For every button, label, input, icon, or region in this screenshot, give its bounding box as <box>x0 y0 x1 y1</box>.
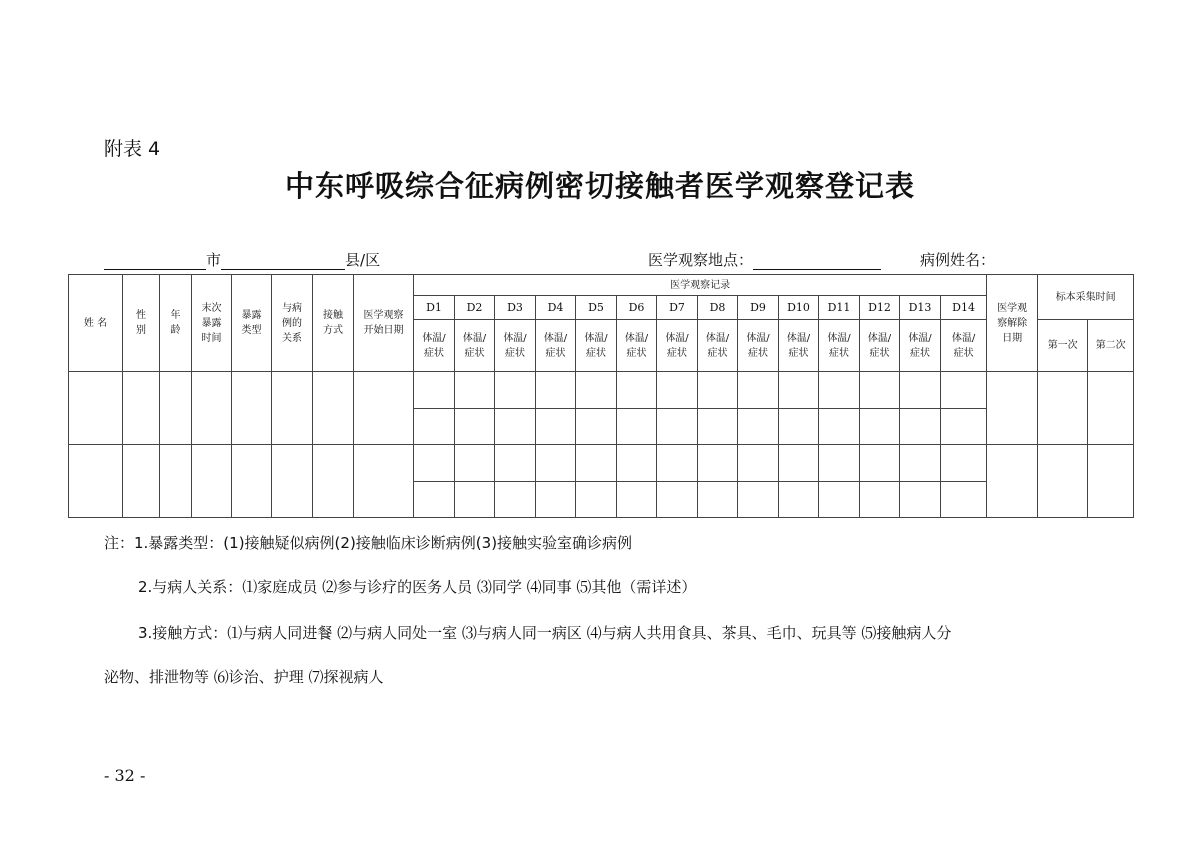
entry-cell[interactable] <box>69 372 123 445</box>
entry-cell[interactable] <box>160 372 192 445</box>
day-entry-cell[interactable] <box>941 408 987 445</box>
day-header: D5 <box>576 296 617 320</box>
header-sampling-second: 第二次 <box>1088 320 1134 372</box>
location-line <box>104 250 380 270</box>
day-entry-cell[interactable] <box>617 445 657 482</box>
day-sub-header: 体温/ 症状 <box>414 320 455 372</box>
day-entry-cell[interactable] <box>495 445 536 482</box>
day-entry-cell[interactable] <box>941 445 987 482</box>
entry-cell[interactable] <box>272 372 313 445</box>
note-relation: 2.与病人关系：⑴家庭成员 ⑵参与诊疗的医务人员 ⑶同学 ⑷同事 ⑸其他（需详述） <box>138 578 697 596</box>
entry-cell[interactable] <box>313 445 354 518</box>
day-sub-header: 体温/ 症状 <box>941 320 987 372</box>
entry-cell[interactable] <box>313 372 354 445</box>
city-blank <box>104 253 206 270</box>
day-entry-cell[interactable] <box>414 408 455 445</box>
day-header: D1 <box>414 296 455 320</box>
day-entry-cell[interactable] <box>779 445 819 482</box>
day-entry-cell[interactable] <box>617 481 657 518</box>
day-entry-cell[interactable] <box>536 445 576 482</box>
header-obs-end: 医学观 察解除 日期 <box>987 275 1038 372</box>
day-sub-header: 体温/ 症状 <box>495 320 536 372</box>
page-title: 中东呼吸综合征病例密切接触者医学观察登记表 <box>284 169 915 203</box>
day-sub-header: 体温/ 症状 <box>860 320 900 372</box>
day-entry-cell[interactable] <box>455 372 495 409</box>
day-header: D8 <box>698 296 738 320</box>
day-entry-cell[interactable] <box>455 481 495 518</box>
entry-cell[interactable] <box>987 445 1038 518</box>
day-header: D12 <box>860 296 900 320</box>
day-entry-cell[interactable] <box>536 481 576 518</box>
day-header: D3 <box>495 296 536 320</box>
day-header: D4 <box>536 296 576 320</box>
day-header: D2 <box>455 296 495 320</box>
day-entry-cell[interactable] <box>657 372 698 409</box>
county-blank <box>221 253 345 270</box>
header-obs-record: 医学观察记录 <box>414 275 987 296</box>
day-entry-cell[interactable] <box>495 481 536 518</box>
day-sub-header: 体温/ 症状 <box>657 320 698 372</box>
header-relation: 与病 例的 关系 <box>272 275 313 372</box>
note-contact-method-cont: 泌物、排泄物等 ⑹诊治、护理 ⑺探视病人 <box>104 668 384 686</box>
day-entry-cell[interactable] <box>455 408 495 445</box>
day-entry-cell[interactable] <box>698 445 738 482</box>
entry-cell[interactable] <box>987 372 1038 445</box>
header-gender: 性 别 <box>123 275 160 372</box>
day-entry-cell[interactable] <box>779 481 819 518</box>
entry-cell[interactable] <box>272 445 313 518</box>
day-entry-cell[interactable] <box>860 408 900 445</box>
header-age: 年 龄 <box>160 275 192 372</box>
day-sub-header: 体温/ 症状 <box>779 320 819 372</box>
day-entry-cell[interactable] <box>779 408 819 445</box>
day-sub-header: 体温/ 症状 <box>819 320 860 372</box>
day-entry-cell[interactable] <box>495 408 536 445</box>
day-header: D13 <box>900 296 941 320</box>
day-entry-cell[interactable] <box>900 372 941 409</box>
case-name-label: 病例姓名： <box>920 251 996 269</box>
day-entry-cell[interactable] <box>657 445 698 482</box>
day-entry-cell[interactable] <box>414 481 455 518</box>
day-sub-header: 体温/ 症状 <box>698 320 738 372</box>
day-sub-header: 体温/ 症状 <box>900 320 941 372</box>
entry-cell[interactable] <box>123 372 160 445</box>
day-entry-cell[interactable] <box>414 372 455 409</box>
day-entry-cell[interactable] <box>455 445 495 482</box>
header-sampling-first: 第一次 <box>1038 320 1088 372</box>
day-entry-cell[interactable] <box>536 408 576 445</box>
day-entry-cell[interactable] <box>860 445 900 482</box>
entry-cell[interactable] <box>354 445 414 518</box>
day-entry-cell[interactable] <box>900 445 941 482</box>
day-entry-cell[interactable] <box>779 372 819 409</box>
site-label: 医学观察地点： <box>648 251 754 269</box>
day-entry-cell[interactable] <box>941 481 987 518</box>
header-last-exposure: 末次 暴露 时间 <box>192 275 232 372</box>
day-entry-cell[interactable] <box>536 372 576 409</box>
entry-cell[interactable] <box>1088 372 1134 445</box>
day-entry-cell[interactable] <box>819 372 860 409</box>
day-header: D10 <box>779 296 819 320</box>
appendix-label: 附表 4 <box>104 138 161 160</box>
day-entry-cell[interactable] <box>819 481 860 518</box>
registration-table <box>68 274 1134 518</box>
entry-cell[interactable] <box>1038 445 1088 518</box>
day-header: D7 <box>657 296 698 320</box>
day-sub-header: 体温/ 症状 <box>738 320 779 372</box>
day-entry-cell[interactable] <box>657 408 698 445</box>
header-sampling: 标本采集时间 <box>1038 275 1134 320</box>
note-exposure-type: 注：1.暴露类型：(1)接触疑似病例(2)接触临床诊断病例(3)接触实验室确诊病例 <box>104 534 633 552</box>
day-entry-cell[interactable] <box>698 408 738 445</box>
day-header: D9 <box>738 296 779 320</box>
day-entry-cell[interactable] <box>617 372 657 409</box>
day-entry-cell[interactable] <box>941 372 987 409</box>
day-sub-header: 体温/ 症状 <box>617 320 657 372</box>
page-number: - 32 - <box>104 766 146 785</box>
day-header: D6 <box>617 296 657 320</box>
day-entry-cell[interactable] <box>738 445 779 482</box>
header-exposure-type: 暴露 类型 <box>232 275 272 372</box>
day-entry-cell[interactable] <box>576 372 617 409</box>
entry-cell[interactable] <box>192 372 232 445</box>
entry-cell[interactable] <box>354 372 414 445</box>
county-suffix: 县/区 <box>345 251 381 269</box>
table-row <box>69 445 1134 482</box>
day-entry-cell[interactable] <box>738 372 779 409</box>
site-line <box>648 250 881 270</box>
day-entry-cell[interactable] <box>414 445 455 482</box>
site-blank <box>753 253 881 270</box>
day-entry-cell[interactable] <box>860 481 900 518</box>
day-entry-cell[interactable] <box>698 481 738 518</box>
table-row <box>69 372 1134 409</box>
case-name-line <box>920 250 995 270</box>
table-body <box>69 372 1134 518</box>
day-entry-cell[interactable] <box>576 481 617 518</box>
day-entry-cell[interactable] <box>819 445 860 482</box>
day-sub-header: 体温/ 症状 <box>536 320 576 372</box>
header-contact-method: 接触 方式 <box>313 275 354 372</box>
entry-cell[interactable] <box>123 445 160 518</box>
note-contact-method: 3.接触方式：⑴与病人同进餐 ⑵与病人同处一室 ⑶与病人同一病区 ⑷与病人共用食具、茶具、毛巾、玩具等 ⑸接触病人分 <box>138 624 952 642</box>
city-suffix: 市 <box>206 251 222 269</box>
day-entry-cell[interactable] <box>576 408 617 445</box>
entry-cell[interactable] <box>192 445 232 518</box>
day-sub-header: 体温/ 症状 <box>455 320 495 372</box>
entry-cell[interactable] <box>1038 372 1088 445</box>
entry-cell[interactable] <box>232 445 272 518</box>
day-entry-cell[interactable] <box>617 408 657 445</box>
day-entry-cell[interactable] <box>738 408 779 445</box>
day-entry-cell[interactable] <box>900 481 941 518</box>
day-header: D11 <box>819 296 860 320</box>
day-sub-header: 体温/ 症状 <box>576 320 617 372</box>
day-entry-cell[interactable] <box>860 372 900 409</box>
day-entry-cell[interactable] <box>495 372 536 409</box>
day-entry-cell[interactable] <box>657 481 698 518</box>
entry-cell[interactable] <box>1088 445 1134 518</box>
day-entry-cell[interactable] <box>576 445 617 482</box>
entry-cell[interactable] <box>232 372 272 445</box>
entry-cell[interactable] <box>160 445 192 518</box>
day-header: D14 <box>941 296 987 320</box>
day-entry-cell[interactable] <box>819 408 860 445</box>
entry-cell[interactable] <box>69 445 123 518</box>
day-entry-cell[interactable] <box>738 481 779 518</box>
day-entry-cell[interactable] <box>698 372 738 409</box>
day-entry-cell[interactable] <box>900 408 941 445</box>
header-obs-start: 医学观察 开始日期 <box>354 275 414 372</box>
header-name: 姓 名 <box>69 275 123 372</box>
